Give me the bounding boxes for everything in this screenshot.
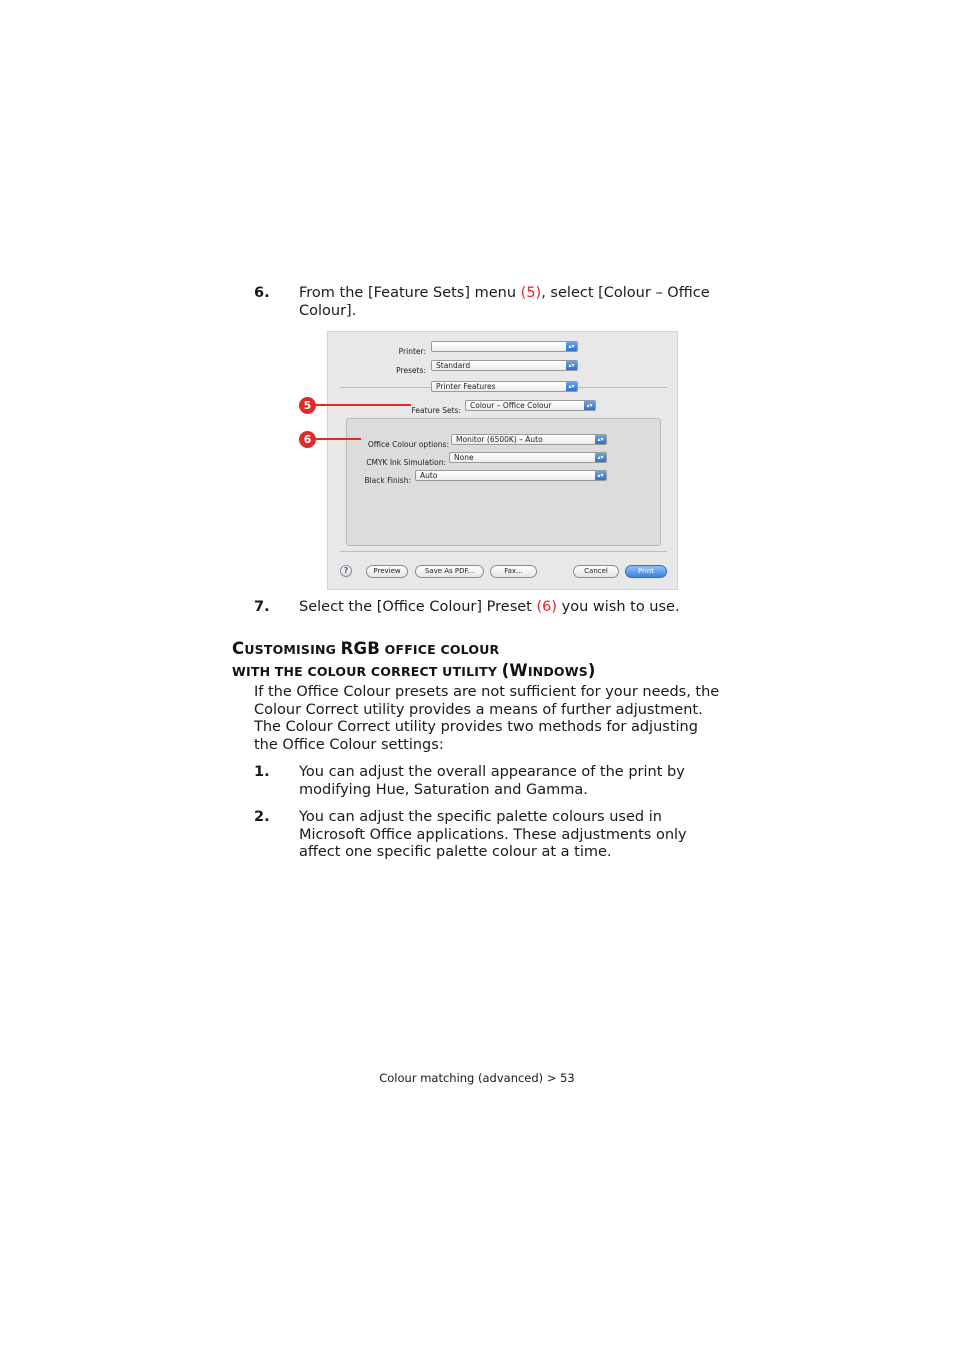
black-finish-popup[interactable] [415, 470, 607, 481]
heading-cap: RGB [340, 639, 381, 658]
up-down-arrows-icon: ▴▾ [595, 453, 606, 462]
list-item-2-text: You can adjust the specific palette colours used in Microsoft Office applications. These adjustments only affect one specific palette colour at a time. [299, 809, 687, 860]
feature-sets-popup[interactable] [465, 400, 596, 411]
step-number-7: 7. [254, 599, 270, 615]
up-down-arrows-icon: ▴▾ [566, 361, 577, 370]
heading-small: USTOMISING [244, 642, 341, 657]
step-number-6: 6. [254, 285, 270, 301]
up-down-arrows-icon: ▴▾ [584, 401, 595, 410]
black-finish-value: Auto [420, 471, 438, 480]
printer-popup[interactable] [431, 341, 578, 352]
step-7-text-after: you wish to use. [557, 599, 680, 615]
cancel-button[interactable]: Cancel [573, 565, 619, 578]
office-colour-popup[interactable] [451, 434, 607, 445]
print-button[interactable]: Print [625, 565, 667, 578]
office-colour-value: Monitor (6500K) – Auto [456, 435, 543, 444]
cmyk-label: CMYK Ink Simulation: [366, 458, 446, 467]
help-icon[interactable]: ? [340, 565, 352, 577]
up-down-arrows-icon: ▴▾ [595, 435, 606, 444]
cmyk-value: None [454, 453, 474, 462]
preview-button[interactable]: Preview [366, 565, 408, 578]
callout-5-line [314, 404, 411, 406]
office-colour-label: Office Colour options: [367, 440, 449, 449]
heading-small: WITH THE COLOUR CORRECT UTILITY [232, 664, 502, 679]
heading-cap: ) [587, 661, 596, 680]
divider [340, 551, 667, 552]
presets-label: Presets: [396, 366, 426, 375]
list-item-number-2: 2. [254, 809, 270, 825]
step-6-text [299, 285, 729, 320]
intro-paragraph: If the Office Colour presets are not sufficient for your needs, the Colour Correct utility provides a means of further adjustment. The Colour Correct utility provides two methods for adjusting the Office Colour settings: [254, 684, 720, 753]
printer-label: Printer: [398, 347, 426, 356]
fax-button[interactable]: Fax... [490, 565, 537, 578]
up-down-arrows-icon: ▴▾ [595, 471, 606, 480]
step-6-text-before: From the [Feature Sets] menu [299, 285, 521, 301]
print-dialog-figure [327, 331, 678, 590]
callout-6: 6 [299, 431, 316, 448]
up-down-arrows-icon: ▴▾ [566, 382, 577, 391]
section-heading-line-2 [232, 660, 596, 683]
panel-popup[interactable] [431, 381, 578, 392]
page-footer: Colour matching (advanced) > 53 [379, 1071, 575, 1085]
step-6-ref: (5) [520, 285, 542, 301]
black-finish-label: Black Finish: [364, 476, 411, 485]
feature-panel [346, 418, 661, 546]
list-item-number-1: 1. [254, 764, 270, 780]
step-7-ref: (6) [536, 599, 558, 615]
panel-value: Printer Features [436, 382, 496, 391]
feature-sets-label: Feature Sets: [411, 406, 461, 415]
up-down-arrows-icon: ▴▾ [566, 342, 577, 351]
feature-sets-value: Colour – Office Colour [470, 401, 552, 410]
callout-6-line [314, 438, 361, 440]
section-heading-line-1 [232, 638, 499, 661]
heading-cap: (W [501, 661, 528, 680]
cmyk-popup[interactable] [449, 452, 607, 463]
heading-small: INDOWS [527, 664, 588, 679]
save-as-pdf-button[interactable]: Save As PDF... [415, 565, 484, 578]
step-7-text-before: Select the [Office Colour] Preset [299, 599, 537, 615]
callout-5: 5 [299, 397, 316, 414]
presets-popup[interactable] [431, 360, 578, 371]
heading-small: OFFICE COLOUR [380, 642, 500, 657]
step-7-text [299, 599, 680, 617]
heading-cap: C [232, 639, 245, 658]
step-6-text-after: , select [Colour – Office Colour]. [299, 285, 710, 319]
presets-value: Standard [436, 361, 471, 370]
list-item-1-text: You can adjust the overall appearance of the print by modifying Hue, Saturation and Gamma. [299, 764, 685, 798]
